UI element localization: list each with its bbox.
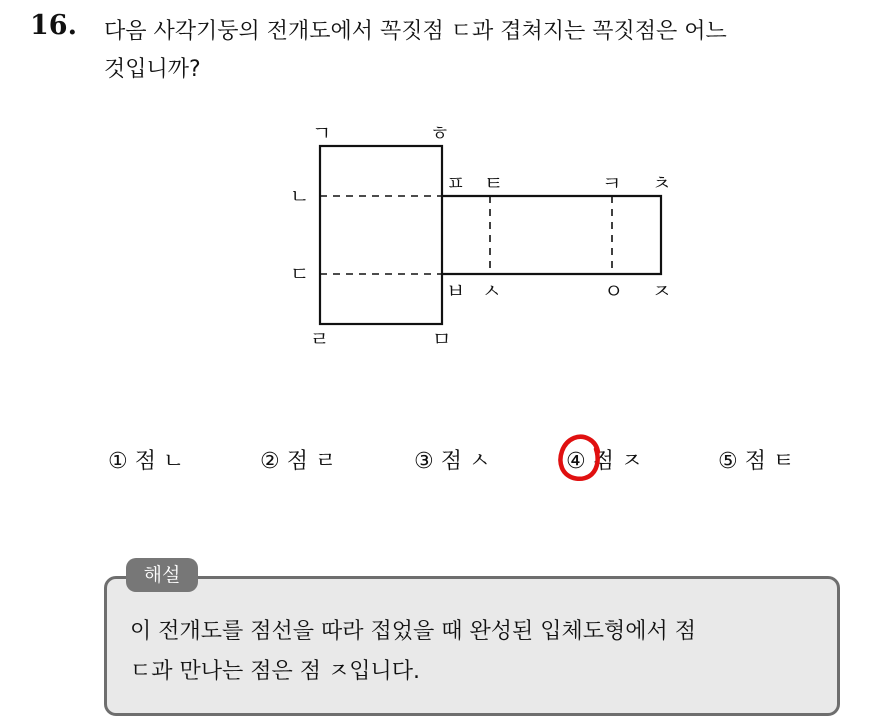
vertex-label: ㅊ xyxy=(652,171,672,195)
vertex-label: ㅅ xyxy=(482,279,502,303)
vertex-label: ㄱ xyxy=(312,121,332,145)
explanation-tab: 해설 xyxy=(126,558,198,592)
vertex-label: ㅌ xyxy=(484,171,504,195)
vertex-label: ㅋ xyxy=(602,171,622,195)
choice-5[interactable]: ⑤ 점 ㅌ xyxy=(718,449,795,474)
explanation-line1: 이 전개도를 점선을 따라 접었을 때 완성된 입체도형에서 점 xyxy=(130,619,696,644)
vertex-label: ㅍ xyxy=(446,171,466,195)
question-text-line1: 다음 사각기둥의 전개도에서 꼭짓점 ㄷ과 겹쳐지는 꼭짓점은 어느 xyxy=(104,19,727,44)
vertex-label: ㅇ xyxy=(604,279,624,303)
vertex-label: ㄷ xyxy=(290,262,310,286)
choice-2[interactable]: ② 점 ㄹ xyxy=(260,449,337,474)
choice-1[interactable]: ① 점 ㄴ xyxy=(108,449,185,474)
question-number: 16. xyxy=(30,10,77,41)
vertex-label: ㄴ xyxy=(290,184,310,208)
choice-3[interactable]: ③ 점 ㅅ xyxy=(414,449,491,474)
vertex-label: ㅎ xyxy=(430,121,450,145)
question-text-line2: 것입니까? xyxy=(104,57,201,82)
explanation-box xyxy=(104,576,840,716)
vertex-label: ㅂ xyxy=(446,279,466,303)
vertex-label: ㅁ xyxy=(432,327,452,351)
vertex-label: ㄹ xyxy=(310,327,330,351)
explanation-line2: ㄷ과 만나는 점은 점 ㅈ입니다. xyxy=(130,659,420,684)
choice-4[interactable]: ④ 점 ㅈ xyxy=(566,449,643,474)
vertex-label: ㅈ xyxy=(652,279,672,303)
